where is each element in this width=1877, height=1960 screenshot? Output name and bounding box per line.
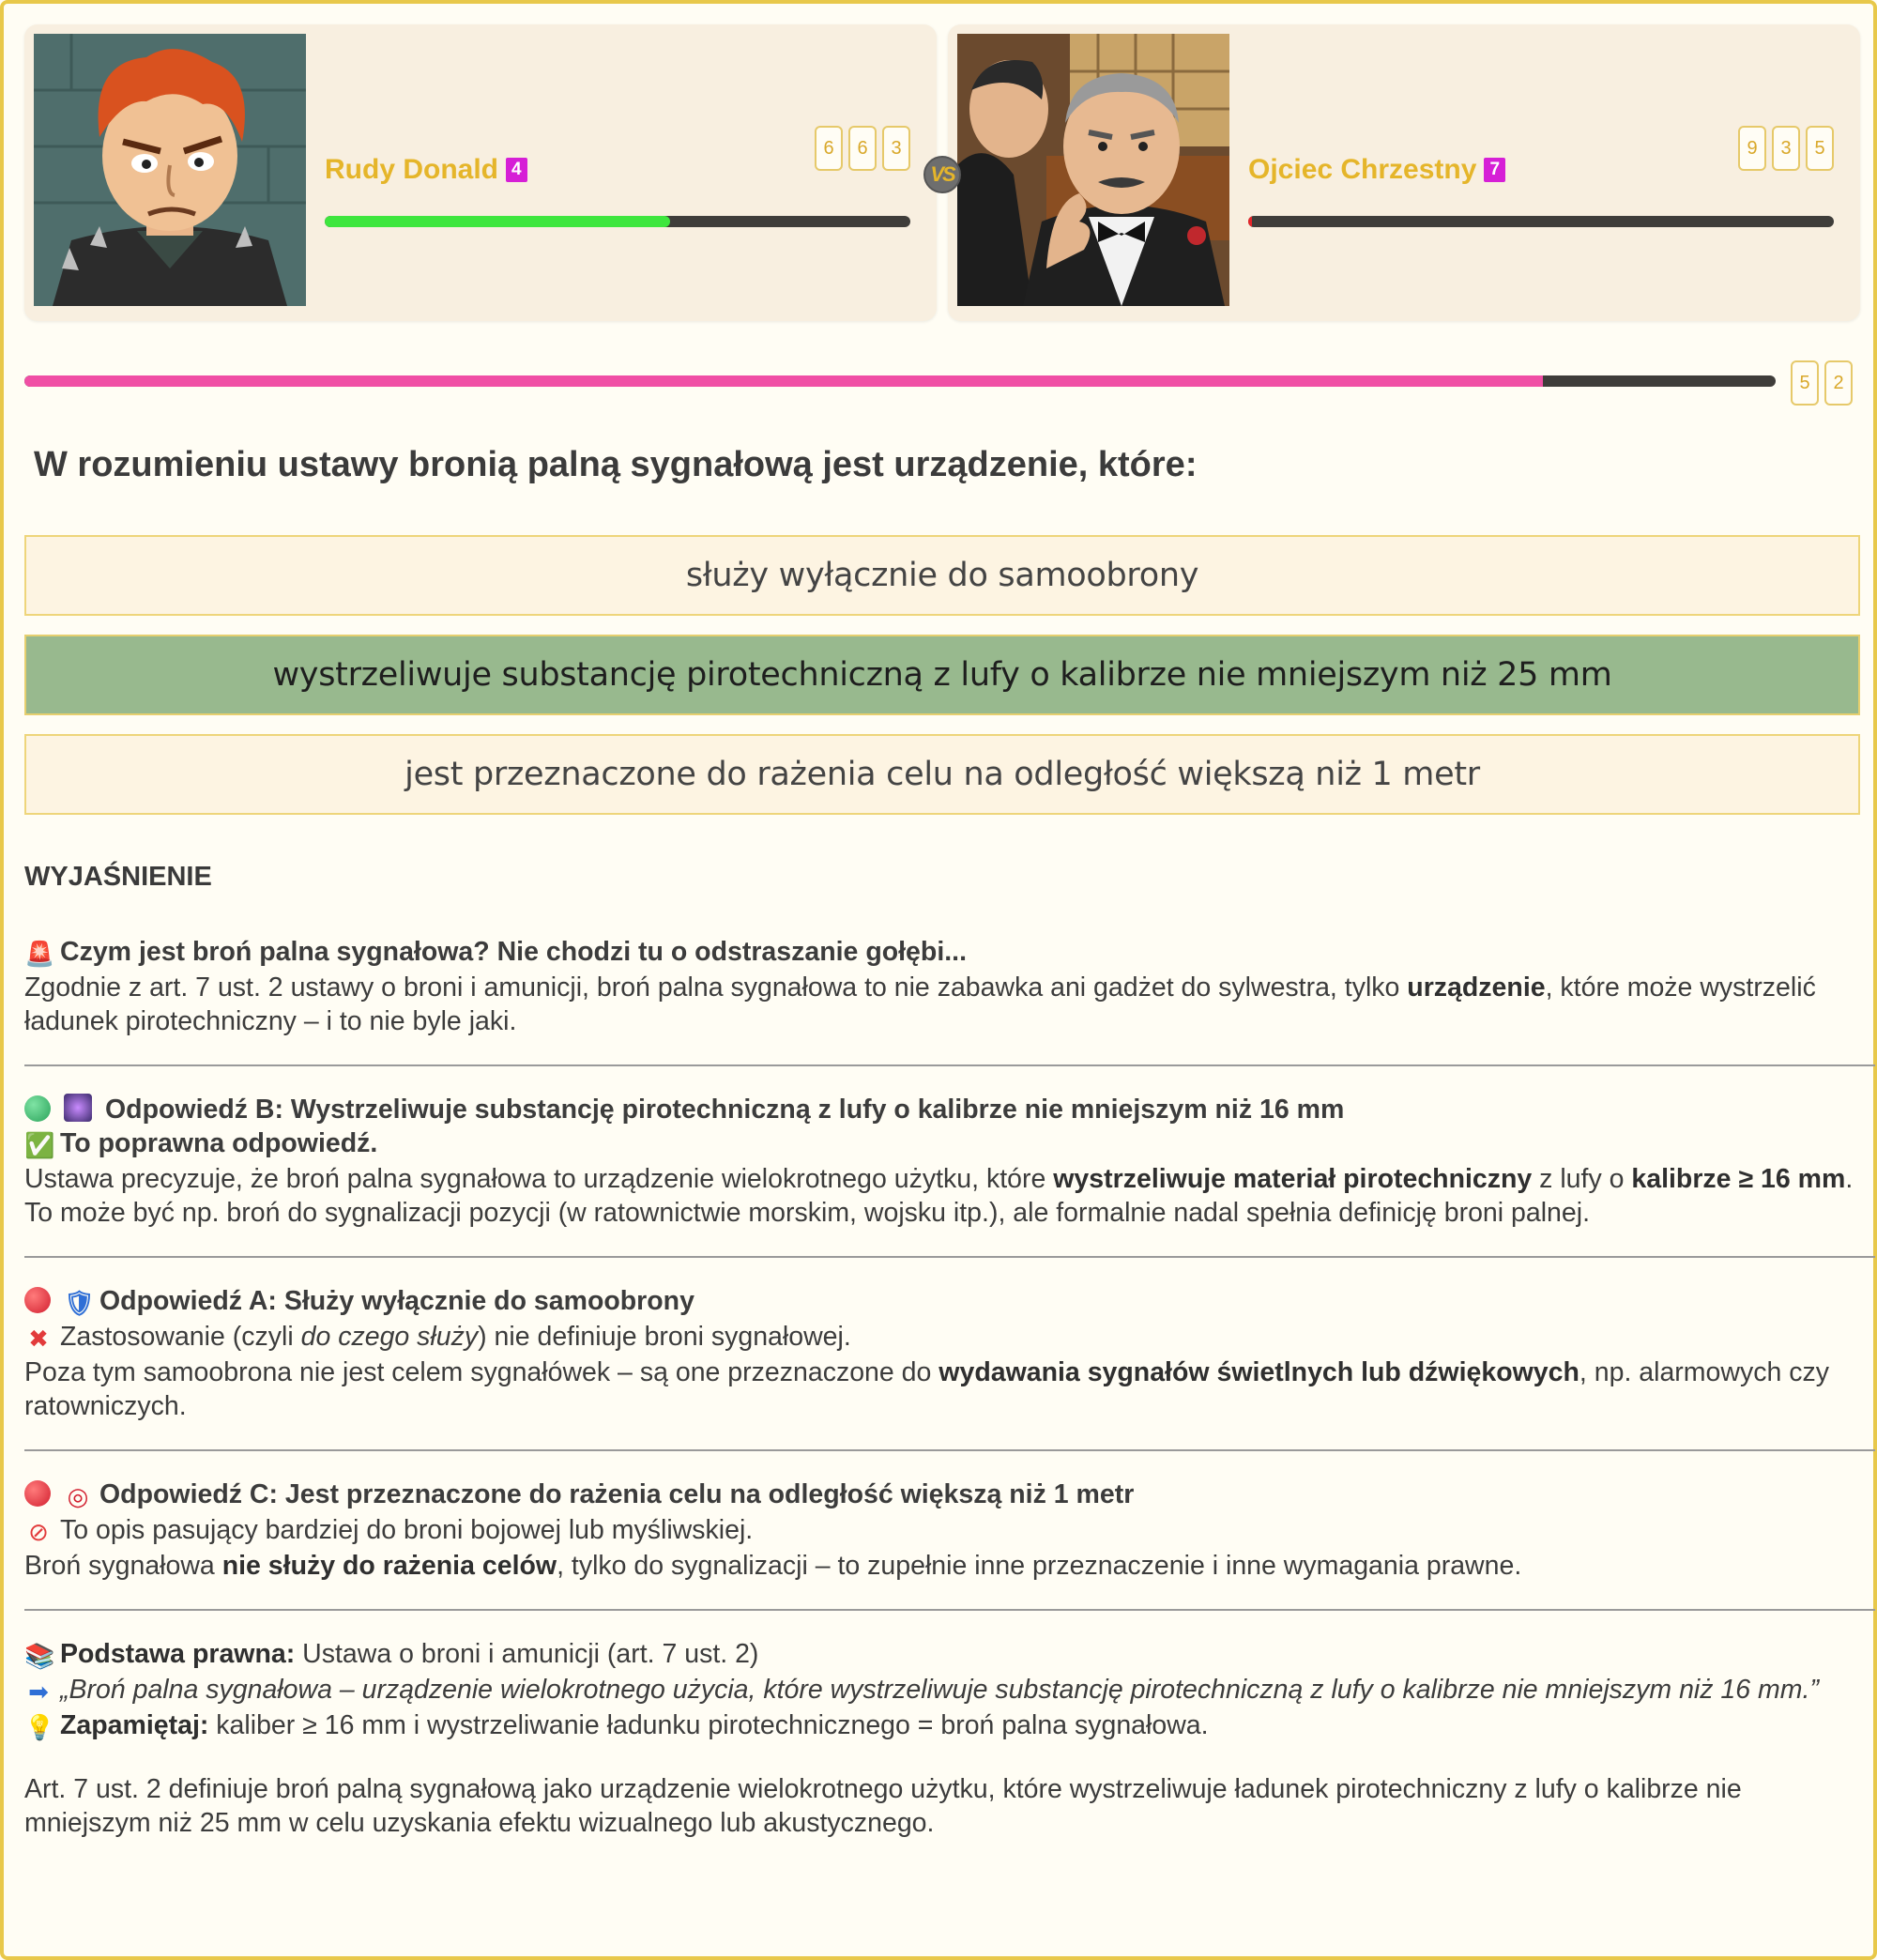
player1-avatar: [34, 34, 306, 306]
question-timer-fill: [24, 375, 1543, 387]
answer-a-x-text-1: Zastosowanie (czyli: [60, 1322, 301, 1352]
player1-card: [24, 24, 937, 321]
answer-b-bold-2: kalibrze ≥ 16 mm: [1631, 1164, 1846, 1194]
round-scores: [1791, 360, 1853, 406]
answer-a-x-italic: do czego służy: [300, 1322, 479, 1352]
answer-c-text-2: , tylko do sygnalizacji – to zupełnie inne przeznaczenie i inne wymagania prawne.: [557, 1551, 1522, 1581]
answer-a-heading: Odpowiedź A: Służy wyłącznie do samoobrony: [99, 1286, 694, 1316]
law-label: Podstawa prawna:: [60, 1639, 296, 1669]
player2-scores: [1738, 126, 1834, 171]
answer-a-bold: wydawania sygnałów świetlnych lub dźwiękowych: [938, 1357, 1579, 1387]
player2-avatar: [957, 34, 1229, 306]
intro-text-2: , które może wystrzelić ładunek pirotechniczny – i to nie byle jaki.: [24, 972, 1816, 1036]
player2-score-3: 5: [1806, 126, 1834, 171]
round-score-2: 2: [1824, 360, 1853, 406]
player2-level-badge: 7: [1484, 158, 1505, 182]
answer-c-heading: Odpowiedź C: Jest przeznaczone do rażenia celu na odległość większą niż 1 metr: [99, 1479, 1135, 1509]
vs-badge: VS: [923, 156, 961, 193]
arrow-right-icon: ➡: [28, 1677, 49, 1706]
red-circle-icon: [24, 1480, 51, 1507]
question-timer-bar: [24, 375, 1776, 387]
red-circle-icon: [24, 1287, 51, 1313]
remember-text: kaliber ≥ 16 mm i wystrzeliwanie ładunku pirotechnicznego = broń palna sygnałowa.: [208, 1710, 1209, 1740]
answer-a-text-1: Poza tym samoobrona nie jest celem sygnałówek – są one przeznaczone do: [24, 1357, 939, 1387]
player1-score-3: 3: [882, 126, 910, 171]
player1-name-row: [325, 154, 527, 186]
player2-score-1: 9: [1738, 126, 1766, 171]
player1-name: Rudy Donald: [325, 154, 498, 185]
law-text: Ustawa o broni i amunicji (art. 7 ust. 2): [295, 1639, 759, 1669]
answer-option-a[interactable]: służy wyłącznie do samoobrony: [24, 535, 1860, 616]
player2-health-fill: [1248, 216, 1252, 227]
explanation-answer-c: [24, 1478, 1875, 1611]
player2-score-2: 3: [1772, 126, 1800, 171]
intro-bold: urządzenie: [1407, 972, 1546, 1003]
answer-option-b[interactable]: wystrzeliwuje substancję pirotechniczną z lufy o kalibrze nie mniejszym niż 25 mm: [24, 635, 1860, 715]
answer-c-bold: nie służy do rażenia celów: [221, 1551, 557, 1581]
intro-heading: Czym jest broń palna sygnałowa? Nie chodzi tu o odstraszanie gołębi...: [60, 937, 967, 967]
player1-health-bar: [325, 216, 910, 227]
player1-score-1: 6: [815, 126, 843, 171]
player2-health-bar: [1248, 216, 1834, 227]
target-icon: ◎: [67, 1482, 89, 1510]
fireworks-icon: [64, 1094, 92, 1122]
footer-note: Art. 7 ust. 2 definiuje broń palną sygnałową jako urządzenie wielokrotnego użytku, które wystrzeliwuje ładunek pirotechniczny z lufy o kalibrze nie mniejszym niż 25 mm w celu uzyskania efektu wizualnego lub akustycznego.: [24, 1774, 1742, 1838]
books-icon: 📚: [24, 1642, 55, 1670]
green-circle-icon: [24, 1095, 51, 1122]
player2-name-row: [1248, 154, 1505, 186]
prohibited-icon: ⊘: [28, 1518, 49, 1546]
siren-icon: 🚨: [24, 940, 55, 968]
answer-b-heading: Odpowiedź B: Wystrzeliwuje substancję pirotechniczną z lufy o kalibrze nie mniejszym niż 16 mm: [105, 1095, 1345, 1125]
answer-b-text-2: z lufy o: [1532, 1164, 1632, 1194]
explanation-legal-basis: [24, 1637, 1875, 1866]
answer-a-text-2: , np. alarmowych czy ratowniczych.: [24, 1357, 1829, 1421]
answer-b-text-3: . To może być np. broń do sygnalizacji pozycji (w ratownictwie morskim, wojsku itp.), ale formalnie nadal spełnia definicję broni palnej.: [24, 1164, 1854, 1228]
lightbulb-icon: 💡: [24, 1713, 55, 1741]
answer-b-text-1: Ustawa precyzuje, że broń palna sygnałowa to urządzenie wielokrotnego użytku, które: [24, 1164, 1054, 1194]
answer-a-x-text-2: ) nie definiuje broni sygnałowej.: [478, 1322, 851, 1352]
answer-c-text-1: Broń sygnałowa: [24, 1551, 222, 1581]
shield-icon: 🛡: [64, 1289, 96, 1317]
explanation-intro: [24, 935, 1875, 1066]
answer-option-c[interactable]: jest przeznaczone do rażenia celu na odległość większą niż 1 metr: [24, 734, 1860, 815]
answer-b-bold-1: wystrzeliwuje materiał pirotechniczny: [1053, 1164, 1533, 1194]
intro-text-1: Zgodnie z art. 7 ust. 2 ustawy o broni i amunicji, broń palna sygnałowa to nie zabawka ani gadżet do sylwestra, tylko: [24, 972, 1408, 1003]
player1-health-fill: [325, 216, 670, 227]
explanation-panel: [24, 860, 1875, 1892]
player2-name: Ojciec Chrzestny: [1248, 154, 1477, 185]
law-quote: „Broń palna sygnałowa – urządzenie wielokrotnego użycia, które wystrzeliwuje substancję pirotechniczną z lufy o kalibrze nie mniejszym niż 16 mm.”: [60, 1675, 1819, 1705]
question-text: W rozumieniu ustawy bronią palną sygnałową jest urządzenie, które:: [34, 445, 1198, 484]
answer-b-correct-label: To poprawna odpowiedź.: [60, 1128, 378, 1158]
round-score-1: 5: [1791, 360, 1819, 406]
player1-level-badge: 4: [506, 158, 527, 182]
player1-score-2: 6: [848, 126, 877, 171]
explanation-answer-a: [24, 1284, 1875, 1451]
cross-mark-icon: ✖: [28, 1325, 49, 1353]
godfather-character-portrait: [957, 34, 1229, 306]
check-mark-icon: ✅: [24, 1131, 55, 1159]
answer-c-x-text: To opis pasujący bardziej do broni bojowej lub myśliwskiej.: [60, 1515, 754, 1545]
player1-scores: [815, 126, 910, 171]
explanation-answer-b: [24, 1093, 1875, 1258]
remember-label: Zapamiętaj:: [60, 1710, 209, 1740]
player2-card: [948, 24, 1860, 321]
punk-character-portrait: [34, 34, 306, 306]
explanation-title: WYJAŚNIENIE: [24, 862, 212, 892]
